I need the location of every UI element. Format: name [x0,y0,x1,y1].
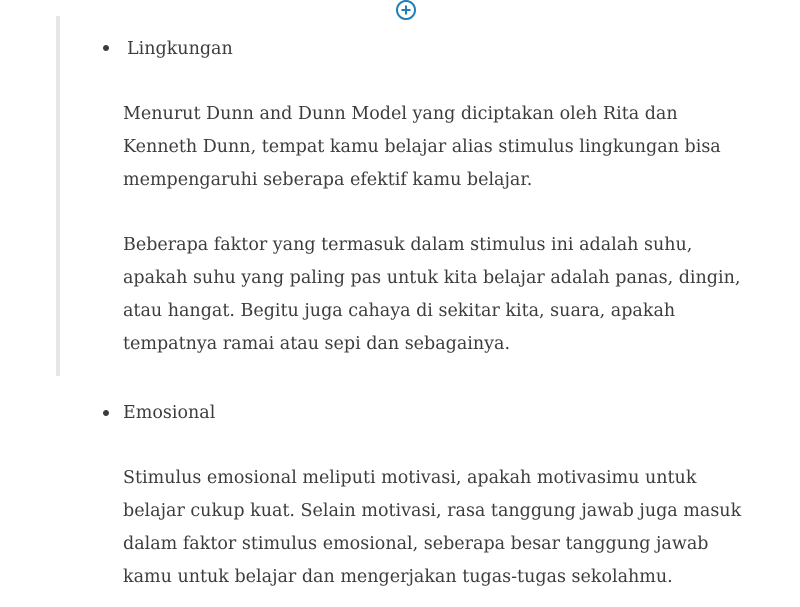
paragraph-line: Menurut Dunn and Dunn Model yang diciptakan oleh Rita dan [123,104,678,124]
paragraph-line: tempatnya ramai atau sepi dan sebagainya. [123,334,511,354]
bullet [103,410,109,416]
paragraph-line: belajar cukup kuat. Selain motivasi, rasa tanggung jawab juga masuk [123,501,742,521]
paragraph-line: mempengaruhi seberapa efektif kamu belajar. [123,170,533,190]
paragraph [123,462,743,594]
paragraph-line: dalam faktor stimulus emosional, seberapa besar tanggung jawab [123,534,709,554]
list-item-label: Lingkungan [127,39,233,59]
add-block-button[interactable] [395,0,417,21]
paragraph-line: Stimulus emosional meliputi motivasi, apakah motivasimu untuk [123,468,697,488]
paragraph [123,98,743,197]
paragraph-line: Beberapa faktor yang termasuk dalam stimulus ini adalah suhu, [123,235,693,255]
list-item-label: Emosional [123,403,216,423]
quote-bar [56,16,60,376]
paragraph-line: apakah suhu yang paling pas untuk kita belajar adalah panas, dingin, [123,268,741,288]
paragraph-line: kamu untuk belajar dan mengerjakan tugas-tugas sekolahmu. [123,567,673,587]
plus-circle-icon [395,0,417,21]
paragraph [123,229,743,361]
paragraph-line: atau hangat. Begitu juga cahaya di sekitar kita, suara, apakah [123,301,676,321]
paragraph-line: Kenneth Dunn, tempat kamu belajar alias stimulus lingkungan bisa [123,137,721,157]
bullet [103,45,109,51]
